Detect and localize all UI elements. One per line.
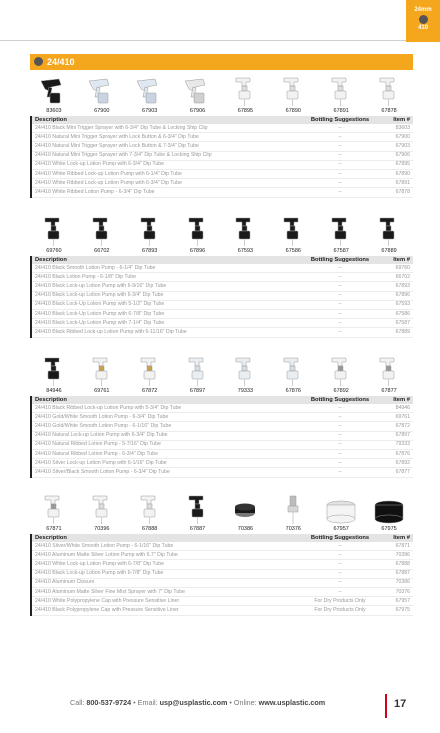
table-row[interactable]	[31, 309, 413, 318]
product-number: 67906	[189, 108, 206, 114]
product-group	[30, 214, 413, 338]
trigger-sprayer-white-icon	[133, 75, 167, 107]
item-number: 67893	[379, 282, 413, 291]
item-description: 24/410 Natural Mini Trigger Sprayer with Lock Button & 6-3/4" Dip Tube	[31, 133, 301, 142]
item-description: 24/410 White Lock-up Lotion Pump with 6-7/8" Dip Tube	[31, 560, 301, 569]
bottling-suggestion: –	[301, 413, 379, 422]
item-description: 24/410 Black Smooth Lotion Pump - 6-1/4" Dip Tube	[31, 264, 301, 273]
item-description: 24/410 White Lock-up Lotion Pump with 6-3/4" Dip Tube	[31, 160, 301, 169]
bottling-suggestion: –	[301, 309, 379, 318]
table-row[interactable]	[31, 606, 413, 615]
item-number: 84946	[379, 404, 413, 413]
bottling-suggestion: –	[301, 282, 379, 291]
lotion-pump-white-icon	[372, 75, 406, 107]
item-description: 24/410 Black Lock-Up Lotion Pump with 7-1/4" Dip Tube	[31, 319, 301, 328]
product-image-row	[30, 354, 413, 394]
item-description: 24/410 White Ribbed Lotion Pump - 6-3/4" Dip Tube	[31, 188, 301, 197]
table-row[interactable]	[31, 587, 413, 596]
item-number: 83603	[379, 124, 413, 133]
product-number: 67890	[285, 108, 301, 114]
product-number: 67975	[381, 526, 397, 532]
product-thumbnail[interactable]	[80, 355, 124, 394]
table-row[interactable]	[31, 124, 413, 133]
col-suggestions-header: Bottling Suggestions	[301, 396, 379, 404]
table-row[interactable]	[31, 413, 413, 422]
product-thumbnail[interactable]	[128, 75, 172, 114]
item-number: 70376	[379, 587, 413, 596]
item-number: 67896	[379, 291, 413, 300]
product-thumbnail[interactable]	[271, 75, 315, 114]
bottling-suggestion: –	[301, 124, 379, 133]
size-tab-finish: 410	[417, 25, 428, 31]
product-number: 70376	[285, 526, 301, 532]
fine-mist-sprayer-icon	[276, 493, 310, 525]
product-thumbnail[interactable]	[80, 75, 124, 114]
table-row[interactable]	[31, 551, 413, 560]
bottling-suggestion: For Dry Products Only	[301, 606, 379, 615]
lotion-pump-black-icon	[228, 215, 262, 247]
table-row[interactable]	[31, 142, 413, 151]
product-number: 67897	[189, 388, 206, 394]
table-row[interactable]	[31, 282, 413, 291]
bottling-suggestion: –	[301, 440, 379, 449]
product-number: 70396	[94, 526, 110, 532]
item-number: 67975	[379, 606, 413, 615]
bottling-suggestion: –	[301, 300, 379, 309]
item-description: 24/410 Black Lock-up Lotion Pump with 6-3/4" Dip Tube	[31, 291, 301, 300]
email-link[interactable]: usp@usplastic.com	[159, 698, 228, 707]
item-description: 24/410 Black Lock-up Lotion Pump with 6-7/8" Dip Tube	[31, 569, 301, 578]
bottling-suggestion: –	[301, 169, 379, 178]
email-label: • Email:	[133, 698, 158, 707]
item-number: 79333	[379, 440, 413, 449]
product-number: 67957	[333, 526, 349, 532]
item-number: 67878	[379, 188, 413, 197]
table-header-row	[31, 534, 413, 542]
item-description: 24/410 Natural Ribbed Lotion Pump - 5-7/16" Dip Tube	[31, 440, 301, 449]
bottling-suggestion: –	[301, 560, 379, 569]
item-description: 24/410 Black Polypropylene Cap with Pressure Sensitive Liner	[31, 606, 301, 615]
product-thumbnail[interactable]	[176, 493, 220, 532]
bottling-suggestion: –	[301, 459, 379, 468]
bottling-suggestion: –	[301, 328, 379, 337]
product-image-row	[30, 492, 413, 532]
product-number: 67877	[381, 388, 397, 394]
table-row[interactable]	[31, 431, 413, 440]
product-number: 69761	[94, 388, 110, 394]
product-number: 67586	[285, 248, 301, 254]
website-link[interactable]: www.usplastic.com	[258, 698, 326, 707]
product-number: 67892	[333, 388, 349, 394]
table-row[interactable]	[31, 151, 413, 160]
bottling-suggestion: –	[301, 551, 379, 560]
lotion-pump-natural-icon	[228, 355, 262, 387]
call-label: Call:	[70, 698, 85, 707]
lotion-pump-black-icon	[85, 215, 119, 247]
product-thumbnail[interactable]	[223, 355, 267, 394]
product-number: 67889	[381, 248, 397, 254]
col-item-header: Item #	[379, 534, 413, 542]
lotion-pump-white-icon	[85, 493, 119, 525]
size-tab	[406, 0, 440, 42]
product-thumbnail[interactable]	[319, 493, 363, 532]
table-row[interactable]	[31, 291, 413, 300]
item-description: 24/410 Silver Lock-up Lotion Pump with 6-1/16" Dip Tube	[31, 459, 301, 468]
table-header-row	[31, 256, 413, 264]
product-table	[30, 256, 413, 338]
product-thumbnail[interactable]	[128, 355, 172, 394]
product-thumbnail[interactable]	[32, 75, 76, 114]
section-header	[30, 54, 413, 70]
col-description-header: Description	[31, 534, 301, 542]
item-description: 24/410 Gold/White Smooth Lotion Pump - 6-3/4" Dip Tube	[31, 413, 301, 422]
col-suggestions-header: Bottling Suggestions	[301, 534, 379, 542]
item-number: 67586	[379, 309, 413, 318]
table-row[interactable]	[31, 422, 413, 431]
col-suggestions-header: Bottling Suggestions	[301, 116, 379, 124]
table-row[interactable]	[31, 569, 413, 578]
product-image-row	[30, 214, 413, 254]
lotion-pump-silver-icon	[324, 355, 358, 387]
table-row[interactable]	[31, 404, 413, 413]
product-number: 67896	[189, 248, 206, 254]
size-dot-icon	[419, 15, 428, 24]
item-number: 67957	[379, 597, 413, 606]
col-description-header: Description	[31, 396, 301, 404]
lotion-pump-black-icon	[37, 215, 71, 247]
lotion-pump-black-icon	[181, 215, 215, 247]
product-thumbnail[interactable]	[223, 75, 267, 114]
table-row[interactable]	[31, 597, 413, 606]
lotion-pump-black-icon	[324, 215, 358, 247]
section-dot-icon	[34, 57, 43, 66]
bottling-suggestion: –	[301, 133, 379, 142]
item-number: 67903	[379, 142, 413, 151]
product-number: 67876	[285, 388, 301, 394]
lotion-pump-gold-icon	[133, 355, 167, 387]
product-table	[30, 534, 413, 616]
product-number: 67893	[142, 248, 158, 254]
col-suggestions-header: Bottling Suggestions	[301, 256, 379, 264]
product-thumbnail[interactable]	[367, 215, 411, 254]
item-description: 24/410 White Ribbed Lock-up Lotion Pump with 6-3/4" Dip Tube	[31, 179, 301, 188]
product-thumbnail[interactable]	[32, 215, 76, 254]
lotion-pump-white-icon	[228, 75, 262, 107]
item-number: 67889	[379, 328, 413, 337]
product-thumbnail[interactable]	[128, 215, 172, 254]
item-description: 24/410 Black Mini Trigger Sprayer with 6-3/4" Dip Tube & Locking Ship Clip	[31, 124, 301, 133]
cap-black-icon	[372, 493, 406, 525]
product-number: 69760	[46, 248, 62, 254]
table-row[interactable]	[31, 578, 413, 587]
product-thumbnail[interactable]	[223, 493, 267, 532]
top-divider	[0, 40, 406, 41]
bottling-suggestion: –	[301, 542, 379, 551]
trigger-sprayer-black-icon	[37, 75, 71, 107]
product-thumbnail[interactable]	[32, 355, 76, 394]
item-description: 24/410 Natural Ribbed Lotion Pump - 6-3/4" Dip Tube	[31, 449, 301, 458]
item-description: 24/410 Aluminum Matte Silver Fine Mist Sprayer with 7" Dip Tube	[31, 587, 301, 596]
item-description: 24/410 Black Lock-up Lotion Pump with 6-9/16" Dip Tube	[31, 282, 301, 291]
product-number: 67891	[333, 108, 349, 114]
size-tab-mm: 24mm	[414, 7, 432, 13]
product-group	[30, 74, 413, 198]
table-row[interactable]	[31, 300, 413, 309]
product-thumbnail[interactable]	[319, 355, 363, 394]
item-number: 67887	[379, 569, 413, 578]
item-number: 67877	[379, 468, 413, 477]
col-description-header: Description	[31, 116, 301, 124]
product-number: 67871	[46, 526, 62, 532]
item-number: 67892	[379, 459, 413, 468]
table-row[interactable]	[31, 133, 413, 142]
footer-contact	[70, 698, 325, 707]
bottling-suggestion: –	[301, 449, 379, 458]
bottling-suggestion: –	[301, 188, 379, 197]
product-thumbnail[interactable]	[319, 215, 363, 254]
lotion-pump-natural-icon	[276, 355, 310, 387]
trigger-sprayer-natural-icon	[181, 75, 215, 107]
item-description: 24/410 Natural Lock-up Lotion Pump with 6-3/4" Dip Tube	[31, 431, 301, 440]
table-row[interactable]	[31, 179, 413, 188]
bottling-suggestion: –	[301, 431, 379, 440]
table-row[interactable]	[31, 542, 413, 551]
product-thumbnail[interactable]	[271, 215, 315, 254]
bottling-suggestion: –	[301, 319, 379, 328]
product-thumbnail[interactable]	[319, 75, 363, 114]
col-item-header: Item #	[379, 256, 413, 264]
lotion-pump-black-icon	[37, 355, 71, 387]
product-thumbnail[interactable]	[271, 493, 315, 532]
closure-aluminum-icon	[228, 493, 262, 525]
product-number: 67895	[237, 108, 254, 114]
product-thumbnail[interactable]	[128, 493, 172, 532]
product-number: 83603	[46, 108, 62, 114]
item-description: 24/410 Gold/White Smooth Lotion Pump - 6-1/16" Dip Tube	[31, 422, 301, 431]
page-number: 17	[394, 698, 407, 710]
product-group	[30, 354, 413, 478]
item-number: 67891	[379, 179, 413, 188]
item-description: 24/410 Black Lock-Up Lotion Pump with 5-1/2" Dip Tube	[31, 300, 301, 309]
item-description: 24/410 Natural Mini Trigger Sprayer with Lock Button & 7-3/4" Dip Tube	[31, 142, 301, 151]
footer-divider	[385, 694, 387, 718]
item-number: 67890	[379, 169, 413, 178]
item-description: 24/410 Black Lotion Pump - 6-1/8" Dip Tube	[31, 273, 301, 282]
item-number: 70386	[379, 578, 413, 587]
table-row[interactable]	[31, 273, 413, 282]
product-thumbnail[interactable]	[367, 355, 411, 394]
lotion-pump-black-icon	[181, 493, 215, 525]
bottling-suggestion: –	[301, 578, 379, 587]
bottling-suggestion: –	[301, 151, 379, 160]
item-description: 24/410 Black Ribbed Lock-up Lotion Pump with 5-3/4" Dip Tube	[31, 404, 301, 413]
product-number: 67872	[142, 388, 158, 394]
lotion-pump-silver-icon	[37, 493, 71, 525]
bottling-suggestion: –	[301, 291, 379, 300]
product-table	[30, 396, 413, 478]
table-row[interactable]	[31, 328, 413, 337]
table-row[interactable]	[31, 440, 413, 449]
item-number: 67897	[379, 431, 413, 440]
product-thumbnail[interactable]	[176, 215, 220, 254]
item-number: 67871	[379, 542, 413, 551]
product-thumbnail[interactable]	[223, 215, 267, 254]
item-number: 67900	[379, 133, 413, 142]
product-number: 67887	[189, 526, 206, 532]
item-description: 24/410 Black Ribbed Lock-up Lotion Pump with 6-11/16" Dip Tube	[31, 328, 301, 337]
product-number: 67593	[237, 248, 254, 254]
bottling-suggestion: –	[301, 404, 379, 413]
product-table	[30, 116, 413, 198]
lotion-pump-black-icon	[276, 215, 310, 247]
product-thumbnail[interactable]	[367, 75, 411, 114]
item-description: 24/410 Aluminum Closure	[31, 578, 301, 587]
item-number: 66702	[379, 273, 413, 282]
item-number: 67587	[379, 319, 413, 328]
bottling-suggestion: –	[301, 179, 379, 188]
table-row[interactable]	[31, 188, 413, 197]
bottling-suggestion: –	[301, 142, 379, 151]
product-number: 70386	[237, 526, 254, 532]
bottling-suggestion: –	[301, 422, 379, 431]
table-row[interactable]	[31, 160, 413, 169]
item-description: 24/410 Natural Mini Trigger Sprayer with 7-3/4" Dip Tube & Locking Ship Clip	[31, 151, 301, 160]
bottling-suggestion: –	[301, 569, 379, 578]
lotion-pump-white-icon	[276, 75, 310, 107]
product-number: 66702	[94, 248, 110, 254]
table-row[interactable]	[31, 560, 413, 569]
bottling-suggestion: For Dry Products Only	[301, 597, 379, 606]
trigger-sprayer-white-icon	[85, 75, 119, 107]
item-number: 67876	[379, 449, 413, 458]
table-row[interactable]	[31, 169, 413, 178]
product-thumbnail[interactable]	[176, 75, 220, 114]
product-number: 67888	[142, 526, 158, 532]
section-title: 24/410	[47, 57, 75, 67]
item-number: 69761	[379, 413, 413, 422]
item-description: 24/410 Silver/Black Smooth Lotion Pump - 6-3/4" Dip Tube	[31, 468, 301, 477]
lotion-pump-white-icon	[133, 493, 167, 525]
item-description: 24/410 Silver/White Smooth Lotion Pump - 6-1/16" Dip Tube	[31, 542, 301, 551]
item-number: 67895	[379, 160, 413, 169]
item-number: 70396	[379, 551, 413, 560]
item-number: 67593	[379, 300, 413, 309]
col-description-header: Description	[31, 256, 301, 264]
product-image-row	[30, 74, 413, 114]
lotion-pump-black-icon	[372, 215, 406, 247]
lotion-pump-white-icon	[324, 75, 358, 107]
product-thumbnail[interactable]	[176, 355, 220, 394]
cap-white-icon	[324, 493, 358, 525]
table-row[interactable]	[31, 319, 413, 328]
product-number: 79333	[237, 388, 254, 394]
item-number: 67872	[379, 422, 413, 431]
product-number: 67900	[94, 108, 110, 114]
table-header-row	[31, 116, 413, 124]
item-description: 24/410 White Ribbed Lock-up Lotion Pump with 6-1/4" Dip Tube	[31, 169, 301, 178]
item-description: 24/410 Aluminum Matte Silver Lotion Pump with 6.7" Dip Tube	[31, 551, 301, 560]
lotion-pump-black-icon	[133, 215, 167, 247]
item-number: 69760	[379, 264, 413, 273]
product-thumbnail[interactable]	[80, 215, 124, 254]
lotion-pump-natural-icon	[181, 355, 215, 387]
col-item-header: Item #	[379, 396, 413, 404]
phone-number[interactable]: 800-537-9724	[86, 698, 132, 707]
product-thumbnail[interactable]	[367, 493, 411, 532]
item-description: 24/410 Black Lock-Up Lotion Pump with 6-7/8" Dip Tube	[31, 309, 301, 318]
product-thumbnail[interactable]	[80, 493, 124, 532]
lotion-pump-silver-icon	[372, 355, 406, 387]
bottling-suggestion: –	[301, 264, 379, 273]
product-group	[30, 492, 413, 616]
item-number: 67888	[379, 560, 413, 569]
product-number: 67903	[142, 108, 158, 114]
bottling-suggestion: –	[301, 468, 379, 477]
lotion-pump-gold-icon	[85, 355, 119, 387]
bottling-suggestion: –	[301, 273, 379, 282]
table-row[interactable]	[31, 264, 413, 273]
product-thumbnail[interactable]	[32, 493, 76, 532]
table-row[interactable]	[31, 459, 413, 468]
table-row[interactable]	[31, 449, 413, 458]
table-row[interactable]	[31, 468, 413, 477]
online-label: • Online:	[229, 698, 257, 707]
bottling-suggestion: –	[301, 160, 379, 169]
product-number: 67878	[381, 108, 397, 114]
table-header-row	[31, 396, 413, 404]
bottling-suggestion: –	[301, 587, 379, 596]
item-description: 24/410 White Polypropylene Cap with Pressure Sensitive Liner	[31, 597, 301, 606]
product-thumbnail[interactable]	[271, 355, 315, 394]
product-number: 84946	[46, 388, 62, 394]
col-item-header: Item #	[379, 116, 413, 124]
item-number: 67906	[379, 151, 413, 160]
product-number: 67587	[333, 248, 349, 254]
